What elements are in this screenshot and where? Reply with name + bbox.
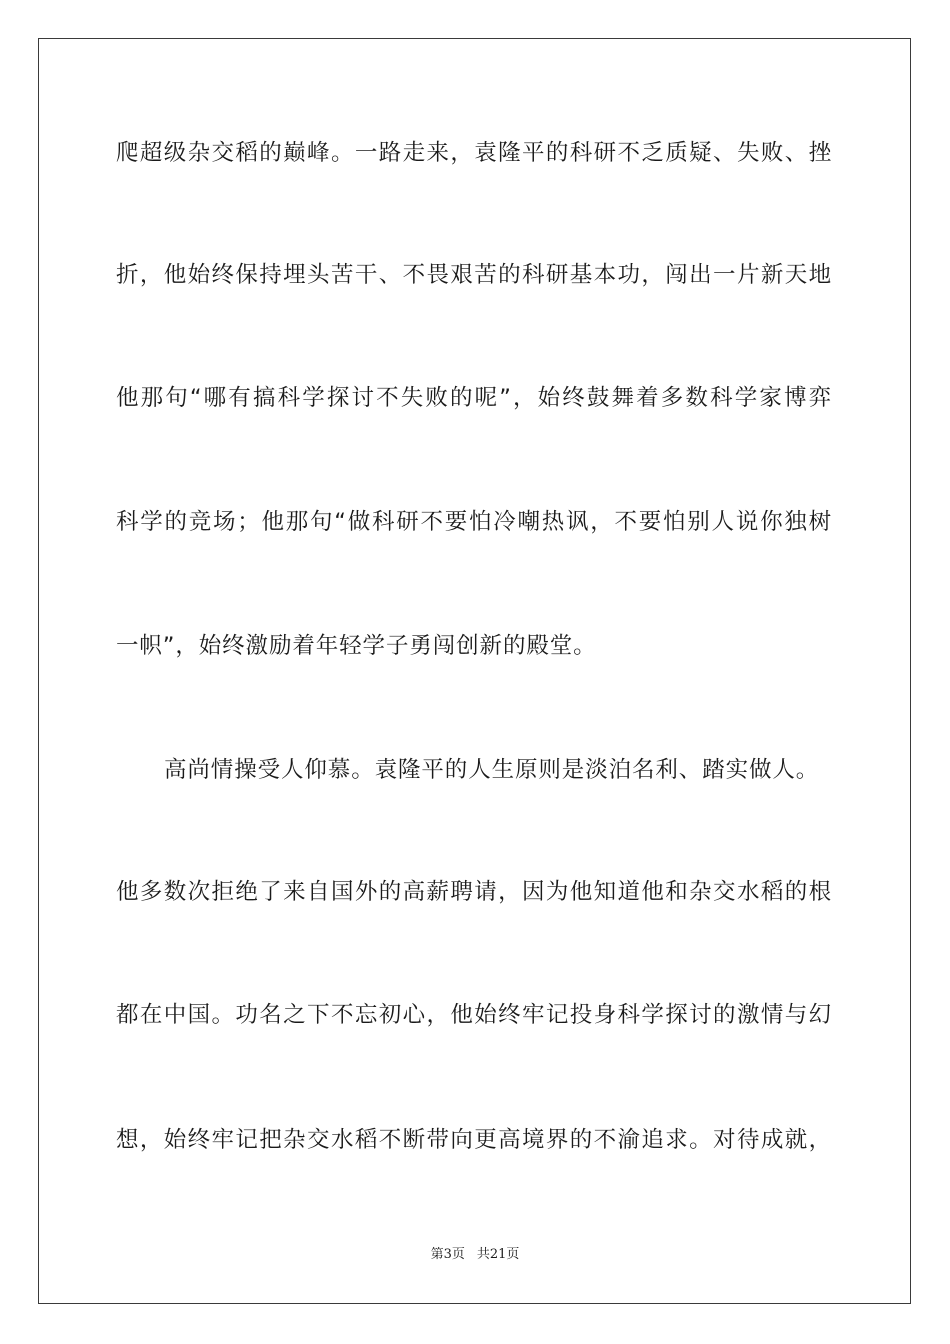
paragraph-line-6: 高尚情操受人仰慕。袁隆平的人生原则是淡泊名利、踏实做人。 (164, 757, 820, 783)
page-number-total: 共21页 (476, 1247, 520, 1262)
paragraph-line-4: 科学的竞场；他那句“做科研不要怕冷嘲热讽，不要怕别人说你独树 (116, 509, 832, 535)
paragraph-line-3: 他那句“哪有搞科学探讨不失败的呢”，始终鼓舞着多数科学家博弈 (116, 385, 832, 411)
paragraph-line-1: 爬超级杂交稻的巅峰。一路走来，袁隆平的科研不乏质疑、失败、挫 (116, 140, 832, 166)
page-number-current: 第3页 (430, 1247, 465, 1262)
paragraph-line-7: 他多数次拒绝了来自国外的高薪聘请，因为他知道他和杂交水稻的根 (116, 879, 832, 905)
paragraph-line-9: 想，始终牢记把杂交水稻不断带向更高境界的不渝追求。对待成就， (116, 1127, 832, 1153)
paragraph-line-2: 折，他始终保持埋头苦干、不畏艰苦的科研基本功，闯出一片新天地 (116, 262, 832, 288)
paragraph-line-5: 一帜”，始终激励着年轻学子勇闯创新的殿堂。 (116, 633, 597, 659)
paragraph-line-8: 都在中国。功名之下不忘初心，他始终牢记投身科学探讨的激情与幻 (116, 1002, 832, 1028)
page-border (38, 38, 911, 1304)
page-footer (0, 1247, 950, 1263)
